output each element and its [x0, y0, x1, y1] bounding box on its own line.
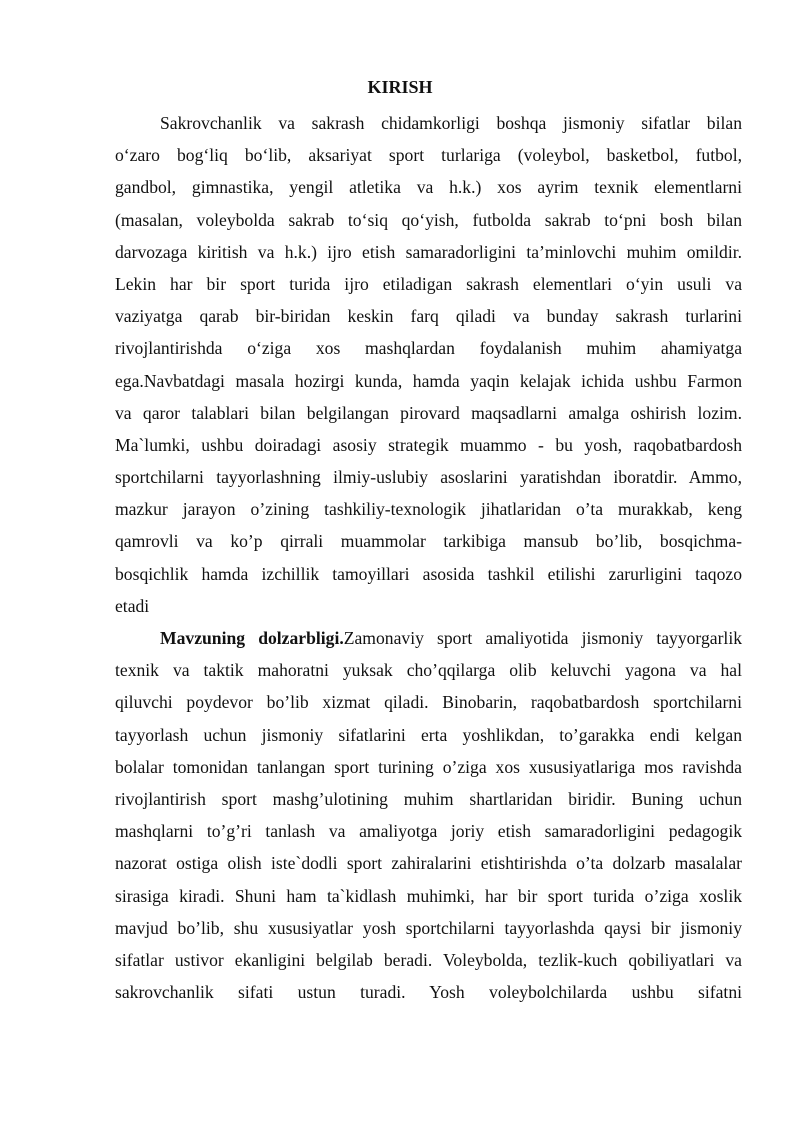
text-line: tayyorlash uchun jismoniy sifatlarini erta yoshlikdan, to’garakka endi kelgan: [115, 724, 742, 745]
text-line: sportchilarni tayyorlashning ilmiy-uslubiy asoslarini yaratishdan iboratdir. Ammo,: [115, 467, 742, 488]
text-line: sifatlar ustivor ekanligini belgilab beradi. Voleybolda, tezlik-kuch qobiliyatlari va: [115, 949, 742, 970]
text-line: etadi: [115, 595, 150, 616]
text-line: (masalan, voleybolda sakrab to‘siq qo‘yish, futbolda sakrab to‘pni bosh bilan: [115, 209, 742, 230]
text-line: mashqlarni to’g’ri tanlash va amaliyotga joriy etish samaradorligini pedagogik: [115, 821, 742, 842]
text-line: Lekin har bir sport turida ijro etiladigan sakrash elementlari o‘yin usuli va: [115, 273, 742, 294]
text-run: Zamonaviy sport amaliyotida jismoniy tayyorgarlik: [343, 628, 743, 648]
text-line: Ma`lumki, ushbu doiradagi asosiy strategik muammo - bu yosh, raqobatbardosh: [115, 434, 742, 455]
text-line: sakrovchanlik sifati ustun turadi. Yosh voleybolchilarda ushbu sifatni: [115, 982, 742, 1003]
text-line: Sakrovchanlik va sakrash chidamkorligi boshqa jismoniy sifatlar bilan: [160, 113, 742, 133]
text-line: [115, 622, 742, 654]
text-line: texnik va taktik mahoratni yuksak cho’qqilarga olib keluvchi yagona va hal: [115, 660, 742, 681]
page-title: KIRISH: [367, 77, 433, 97]
text-line: bolalar tomonidan tanlangan sport turining o’ziga xos xususiyatlariga mos ravishda: [115, 756, 742, 777]
text-line: darvozaga kiritish va h.k.) ijro etish samaradorligini ta’minlovchi muhim omildir.: [115, 241, 742, 262]
text-line: rivojlantirishda o‘ziga xos mashqlardan foydalanish muhim ahamiyatga: [115, 338, 742, 359]
text-line: gandbol, gimnastika, yengil atletika va h.k.) xos ayrim texnik elementlarni: [115, 177, 742, 198]
text-line: qamrovli va ko’p qirrali muammolar tarkibiga mansub bo’lib, bosqichma-: [115, 531, 742, 552]
text-line: sirasiga kiradi. Shuni ham ta`kidlash muhimki, har bir sport turida o’ziga xoslik: [115, 885, 742, 906]
text-line: mazkur jarayon o’zining tashkiliy-texnologik jihatlaridan o’ta murakkab, keng: [115, 499, 742, 520]
text-line: qiluvchi poydevor bo’lib xizmat qiladi. Binobarin, raqobatbardosh sportchilarni: [115, 692, 742, 713]
body-text: [115, 107, 742, 1008]
text-line: rivojlantirish sport mashg’ulotining muhim shartlaridan biridir. Buning uchun: [115, 788, 742, 809]
section-heading: Mavzuning dolzarbligi.: [160, 628, 344, 648]
text-line: va qaror talablari bilan belgilangan pirovard maqsadlarni amalga oshirish lozim.: [115, 402, 742, 423]
text-line: ega.Navbatdagi masala hozirgi kunda, hamda yaqin kelajak ichida ushbu Farmon: [115, 370, 742, 391]
text-line: bosqichlik hamda izchillik tamoyillari asosida tashkil etilishi zarurligini taqozo: [115, 563, 742, 584]
text-line: o‘zaro bog‘liq bo‘lib, aksariyat sport turlariga (voleybol, basketbol, futbol,: [115, 145, 742, 166]
text-line: mavjud bo’lib, shu xususiyatlar yosh sportchilarni tayyorlashda qaysi bir jismoniy: [115, 917, 742, 938]
text-line: nazorat ostiga olish iste`dodli sport zahiralarini etishtirishda o’ta dolzarb masalalar: [115, 853, 742, 874]
text-line: vaziyatga qarab bir-biridan keskin farq qiladi va bunday sakrash turlarini: [115, 306, 742, 327]
